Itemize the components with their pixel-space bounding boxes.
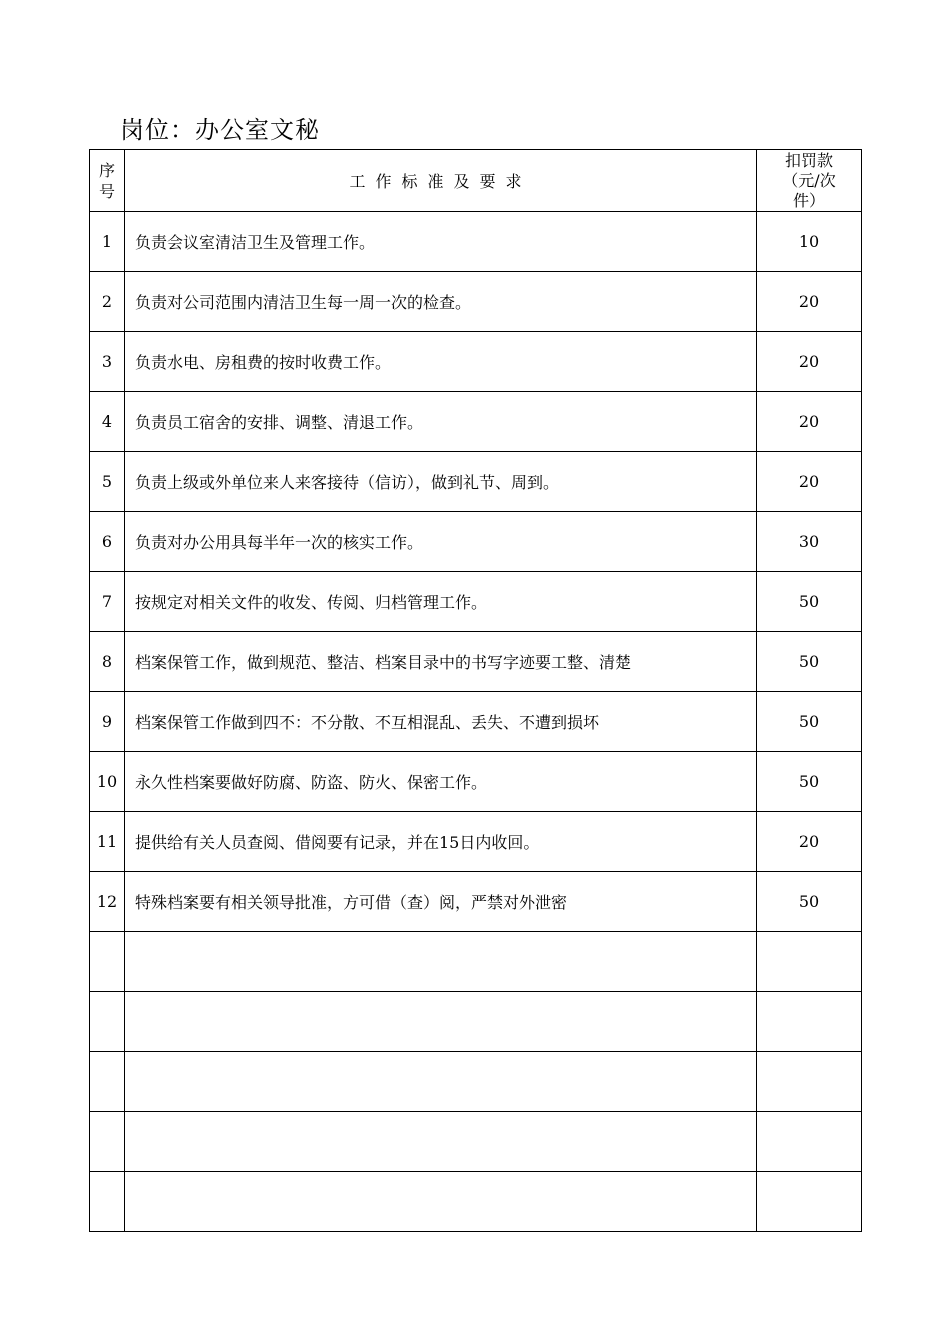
row-penalty: 50 [757,692,862,752]
row-penalty: 50 [757,572,862,632]
row-number [90,992,125,1052]
row-penalty [757,992,862,1052]
row-requirement: 提供给有关人员查阅、借阅要有记录，并在15日内收回。 [125,812,757,872]
row-penalty: 50 [757,872,862,932]
page-title: 岗位：办公室文秘 [120,116,320,144]
header-requirement-label: 工作标准及要求 [349,172,532,191]
row-number: 11 [90,812,125,872]
header-penalty-line2: （元/次 [782,170,836,190]
row-requirement: 档案保管工作，做到规范、整洁、档案目录中的书写字迹要工整、清楚 [125,632,757,692]
row-requirement [125,1172,757,1232]
row-requirement: 按规定对相关文件的收发、传阅、归档管理工作。 [125,572,757,632]
header-requirement [125,150,757,212]
row-number: 4 [90,392,125,452]
header-number-line1: 序 [98,160,115,180]
table-row [90,632,862,692]
table-row [90,812,862,872]
row-number: 8 [90,632,125,692]
row-penalty: 50 [757,752,862,812]
table-row [90,392,862,452]
table-row [90,752,862,812]
header-penalty-line3: 件） [792,190,825,210]
row-requirement [125,932,757,992]
row-requirement [125,1052,757,1112]
row-requirement: 负责对办公用具每半年一次的核实工作。 [125,512,757,572]
row-requirement: 负责水电、房租费的按时收费工作。 [125,332,757,392]
row-requirement: 负责会议室清洁卫生及管理工作。 [125,212,757,272]
row-requirement: 负责上级或外单位来人来客接待（信访），做到礼节、周到。 [125,452,757,512]
row-penalty [757,1052,862,1112]
table-row-empty [90,1172,862,1232]
row-penalty: 20 [757,272,862,332]
row-number: 12 [90,872,125,932]
row-penalty: 30 [757,512,862,572]
table-row-empty [90,932,862,992]
row-number [90,1112,125,1172]
table-row [90,332,862,392]
table-row [90,692,862,752]
row-penalty: 10 [757,212,862,272]
row-penalty [757,1112,862,1172]
row-requirement: 负责员工宿舍的安排、调整、清退工作。 [125,392,757,452]
row-penalty [757,1172,862,1232]
header-penalty-line1: 扣罚款 [784,150,833,170]
row-number: 2 [90,272,125,332]
table-row-empty [90,1112,862,1172]
table-row-empty [90,1052,862,1112]
row-number [90,1172,125,1232]
row-penalty [757,932,862,992]
row-penalty: 20 [757,452,862,512]
row-number: 7 [90,572,125,632]
row-requirement: 永久性档案要做好防腐、防盗、防火、保密工作。 [125,752,757,812]
row-penalty: 20 [757,392,862,452]
row-requirement: 负责对公司范围内清洁卫生每一周一次的检查。 [125,272,757,332]
row-requirement: 档案保管工作做到四不：不分散、不互相混乱、丢失、不遭到损坏 [125,692,757,752]
header-number-line2: 号 [98,181,115,201]
table-row [90,572,862,632]
row-number: 1 [90,212,125,272]
table-row [90,872,862,932]
row-number: 5 [90,452,125,512]
row-requirement [125,1112,757,1172]
header-penalty [757,150,862,212]
table-row [90,272,862,332]
row-number: 3 [90,332,125,392]
table-header-row [90,150,862,212]
row-number [90,932,125,992]
header-number [90,150,125,212]
row-penalty: 20 [757,332,862,392]
table-row [90,452,862,512]
row-requirement: 特殊档案要有相关领导批准，方可借（查）阅，严禁对外泄密 [125,872,757,932]
table-row-empty [90,992,862,1052]
row-number: 10 [90,752,125,812]
row-number: 9 [90,692,125,752]
row-number [90,1052,125,1112]
row-penalty: 20 [757,812,862,872]
table-row [90,512,862,572]
row-requirement [125,992,757,1052]
row-number: 6 [90,512,125,572]
row-penalty: 50 [757,632,862,692]
standards-table [89,149,862,1232]
table-row [90,212,862,272]
